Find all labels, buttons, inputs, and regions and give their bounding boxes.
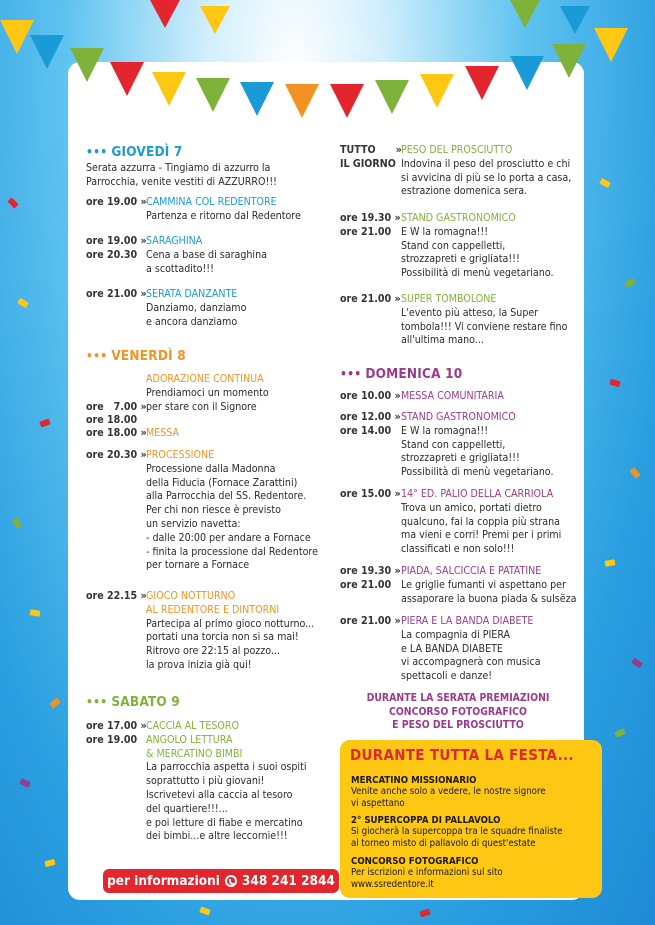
- bunting-flag: [196, 78, 230, 112]
- festa-block-text: Per iscrizioni e informazioni sul sito www.ssredentore.it: [351, 867, 503, 890]
- confetti-piece: [19, 778, 31, 788]
- event-time: ore 10.00 »: [340, 390, 401, 402]
- confetti-piece: [199, 906, 210, 915]
- bunting-flag: [560, 6, 590, 34]
- event-details: 14° ED. PALIO DELLA CARRIOLA Trova un amico, portati dietro qualcuno, fai la coppia più strana ma vieni e corri! Premi per i primi classificati e non solo!!!: [401, 488, 562, 556]
- festa-block-head: MERCATINO MISSIONARIO: [351, 775, 477, 786]
- event-details: STAND GASTRONOMICO E W la romagna!!! Stand con cappelletti, strozzapreti e grigliata!!! Possibilità di menù vegetariano.: [401, 411, 554, 479]
- event-time: ore 19.00 » ore 20.30: [86, 235, 147, 261]
- event-time: ore 18.00 »: [86, 427, 147, 439]
- event-details: ADORAZIONE CONTINUA Prendiamoci un momento per stare con il Signore: [146, 373, 269, 413]
- bunting-flag: [510, 56, 544, 90]
- dots-icon: •••: [86, 145, 108, 159]
- bunting-flag: [200, 6, 230, 34]
- event-time: ore 19.00 »: [86, 196, 147, 208]
- bunting-flag: [110, 62, 144, 96]
- bunting-flag: [465, 66, 499, 100]
- event-time: ore 21.00 »: [340, 293, 401, 305]
- confetti-piece: [624, 278, 636, 288]
- festa-block-text: Si giocherà la supercoppa tra le squadre finaliste al torneo misto di pallavolo di quest'estate: [351, 826, 563, 849]
- awards-note: DURANTE LA SERATA PREMIAZIONI CONCORSO FOTOGRAFICO E PESO DEL PROSCIUTTO: [366, 692, 550, 732]
- event-time: ore 20.30 »: [86, 449, 147, 461]
- bunting-flag: [150, 0, 180, 28]
- confetti-piece: [605, 559, 616, 567]
- bunting-flag: [375, 80, 409, 114]
- bunting-flag: [552, 44, 586, 78]
- confetti-piece: [39, 418, 50, 427]
- confetti-piece: [614, 728, 626, 738]
- info-label: per informazioni: [107, 873, 220, 889]
- festa-title: DURANTE TUTTA LA FESTA...: [350, 746, 574, 764]
- confetti-piece: [49, 697, 61, 708]
- event-details: CAMMINA COL REDENTORE Partenza e ritorno dal Redentore: [146, 196, 301, 222]
- event-time: ore 22.15 »: [86, 590, 147, 602]
- event-time: ore 7.00 » ore 18.00: [86, 400, 147, 427]
- event-time: ore 21.00 »: [86, 288, 147, 300]
- confetti-piece: [30, 609, 41, 617]
- event-details: GIOCO NOTTURNO AL REDENTORE E DINTORNI Partecipa al primo gioco notturno... portati una torcia non si sa mai! Ritrovo ore 22:15 al pozzo... la prova inizia già qui!: [146, 590, 315, 671]
- event-time: ore 19.30 » ore 21.00: [340, 212, 401, 238]
- bunting-flag: [510, 0, 540, 28]
- event-time: ore 17.00 » ore 19.00: [86, 720, 147, 746]
- info-phone[interactable]: 348 241 2844: [241, 873, 335, 889]
- event-details: SUPER TOMBOLONE L'evento più atteso, la Super tombola!!! Vi conviene restare fino all'ultima mano...: [401, 293, 568, 347]
- bunting-flag: [285, 84, 319, 118]
- day-heading-sunday: ••• DOMENICA 10: [340, 366, 463, 382]
- bunting-flag: [330, 84, 364, 118]
- festa-block-head: CONCORSO FOTOGRAFICO: [351, 856, 479, 867]
- bunting-flag: [30, 35, 64, 69]
- festa-block-head: 2° SUPERCOPPA DI PALLAVOLO: [351, 815, 501, 826]
- confetti-piece: [12, 517, 22, 529]
- event-details: PIADA, SALCICCIA E PATATINE Le griglie fumanti vi aspettano per assaporare la buona piada & sulsëza: [401, 565, 577, 605]
- event-details: MESSA: [146, 427, 180, 439]
- event-time: ore 21.00 »: [340, 615, 401, 627]
- event-time: ore 15.00 »: [340, 488, 401, 500]
- event-details: STAND GASTRONOMICO E W la romagna!!! Stand con cappelletti, strozzapreti e grigliata!!! Possibilità di menù vegetariano.: [401, 212, 554, 280]
- bunting-flag: [594, 28, 628, 62]
- confetti-piece: [17, 298, 29, 308]
- whatsapp-icon: [225, 875, 237, 887]
- day-heading-friday: ••• VENERDÌ 8: [86, 348, 186, 364]
- event-details: PESO DEL PROSCIUTTO Indovina il peso del prosciutto e chi si avvicina di più se lo porta a casa, estrazione domenica sera.: [401, 144, 572, 198]
- day-heading-saturday: ••• SABATO 9: [86, 694, 180, 710]
- confetti-piece: [631, 658, 643, 669]
- info-bar: [103, 869, 339, 893]
- thursday-intro: Serata azzurra - Tingiamo di azzurro la Parrocchia, venite vestiti di AZZURRO!!!: [86, 162, 277, 188]
- festa-block-text: Venite anche solo a vedere, le nostre signore vi aspettano: [351, 786, 546, 809]
- bunting-flag: [152, 72, 186, 106]
- confetti-piece: [7, 197, 18, 208]
- event-time: TUTTO » IL GIORNO: [340, 144, 402, 170]
- event-time: ore 19.30 » ore 21.00: [340, 565, 401, 591]
- event-details: SARAGHINA Cena a base di saraghina a scottadito!!!: [146, 235, 267, 275]
- event-details: PIERA E LA BANDA DIABETE La compagnia di PIERA e LA BANDA DIABETE vi accompagnerà con musica spettacoli e danze!: [401, 615, 541, 683]
- confetti-piece: [44, 859, 55, 867]
- confetti-piece: [629, 467, 640, 479]
- event-details: PROCESSIONE Processione dalla Madonna della Fiducia (Fornace Zarattini) alla Parrocchia del SS. Redentore. Per chi non riesce è previsto un servizio navetta: - dalle 20:00 per andare a Fornace - finita la processione dal Redentore per tornare a Fornace: [146, 449, 318, 572]
- day-heading-thursday: ••• GIOVEDÌ 7: [86, 144, 183, 160]
- confetti-piece: [599, 178, 611, 188]
- bunting-flag: [420, 74, 454, 108]
- event-details: MESSA COMUNITARIA: [401, 390, 504, 402]
- event-details: SERATA DANZANTE Danziamo, danziamo e ancora danziamo: [146, 288, 247, 328]
- dots-icon: •••: [86, 695, 108, 709]
- confetti-piece: [419, 908, 430, 917]
- confetti-piece: [609, 379, 620, 387]
- event-details: CACCIA AL TESORO ANGOLO LETTURA & MERCATINO BIMBI La parrocchia aspetta i suoi ospiti soprattutto i più giovani! Iscrivetevi alla caccia al tesoro del quartiere!!!... e poi letture di fiabe e mercatino dei bimbi...e altre leccornie!!!: [146, 720, 307, 843]
- dots-icon: •••: [86, 349, 108, 363]
- dots-icon: •••: [340, 367, 362, 381]
- event-time: ore 12.00 » ore 14.00: [340, 411, 401, 437]
- bunting-flag: [240, 82, 274, 116]
- bunting-flag: [0, 20, 34, 54]
- bunting-flag: [70, 48, 104, 82]
